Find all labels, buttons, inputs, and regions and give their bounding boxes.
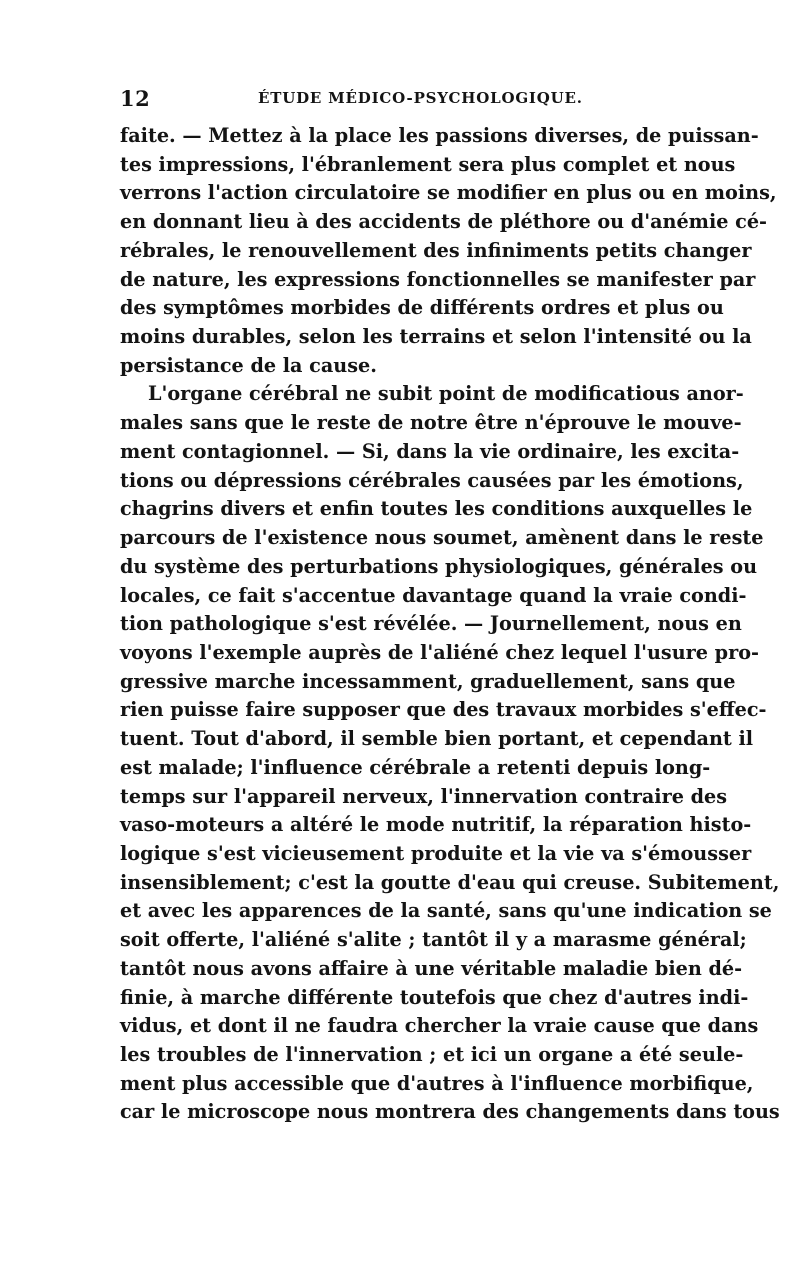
text-line: voyons l'exemple auprès de l'aliéné chez lequel l'usure pro- <box>120 640 759 664</box>
text-line: tes impressions, l'ébranlement sera plus complet et nous <box>120 152 736 176</box>
text-line: est malade; l'influence cérébrale a retenti depuis long- <box>120 755 711 779</box>
text-line: de nature, les expressions fonctionnelles se manifester par <box>120 267 756 291</box>
text-line: vaso-moteurs a altéré le mode nutritif, la réparation histo- <box>120 813 752 837</box>
text-line: chagrins divers et enfin toutes les conditions auxquelles le <box>120 497 753 521</box>
body-text <box>120 122 780 1127</box>
text-line: des symptômes morbides de différents ordres et plus ou <box>120 296 724 320</box>
text-line: gressive marche incessamment, graduellement, sans que <box>120 669 736 693</box>
page-number: 12 <box>120 86 151 111</box>
text-line: parcours de l'existence nous soumet, amènent dans le reste <box>120 526 764 550</box>
text-line: faite. — Mettez à la place les passions diverses, de puissan- <box>120 124 759 147</box>
running-title: ÉTUDE MÉDICO-PSYCHOLOGIQUE. <box>258 89 583 107</box>
text-line: rébrales, le renouvellement des infiniments petits changer <box>120 238 752 262</box>
text-line: rien puisse faire supposer que des travaux morbides s'effec- <box>120 698 767 722</box>
text-line: tantôt nous avons affaire à une véritable maladie bien dé- <box>120 956 743 980</box>
running-head <box>120 86 680 110</box>
text-line: et avec les apparences de la santé, sans qu'une indication se <box>120 899 772 923</box>
text-line: du système des perturbations physiologiques, générales ou <box>120 554 758 578</box>
text-line: males sans que le reste de notre être n'éprouve le mouve- <box>120 411 742 435</box>
text-line: car le microscope nous montrera des changements dans tous <box>120 1100 780 1124</box>
text-line: persistance de la cause. <box>120 353 377 377</box>
text-line: moins durables, selon les terrains et selon l'intensité ou la <box>120 325 752 349</box>
text-line: soit offerte, l'aliéné s'alite ; tantôt il y a marasme général; <box>120 928 747 952</box>
text-line: tion pathologique s'est révélée. — Journellement, nous en <box>120 612 742 636</box>
text-line: verrons l'action circulatoire se modifier en plus ou en moins, <box>120 181 777 205</box>
text-line: tuent. Tout d'abord, il semble bien portant, et cependant il <box>120 727 754 751</box>
text-line: logique s'est vicieusement produite et la vie va s'émousser <box>120 841 752 865</box>
text-line: ment contagionnel. — Si, dans la vie ordinaire, les excita- <box>120 439 740 463</box>
text-line: les troubles de l'innervation ; et ici un organe a été seule- <box>120 1043 744 1066</box>
text-line: tions ou dépressions cérébrales causées par les émotions, <box>120 468 744 492</box>
text-line: insensiblement; c'est la goutte d'eau qui creuse. Subitement, <box>120 870 780 894</box>
text-line: finie, à marche différente toutefois que chez d'autres indi- <box>120 985 749 1009</box>
text-line: ment plus accessible que d'autres à l'influence morbifique, <box>120 1071 754 1095</box>
text-line: locales, ce fait s'accentue davantage quand la vraie condi- <box>120 583 747 607</box>
text-line: L'organe cérébral ne subit point de modificatious anor- <box>148 382 744 406</box>
text-line: en donnant lieu à des accidents de pléthore ou d'anémie cé- <box>120 210 767 234</box>
text-line: temps sur l'appareil nerveux, l'innervation contraire des <box>120 784 728 808</box>
text-line: vidus, et dont il ne faudra chercher la vraie cause que dans <box>120 1014 759 1038</box>
